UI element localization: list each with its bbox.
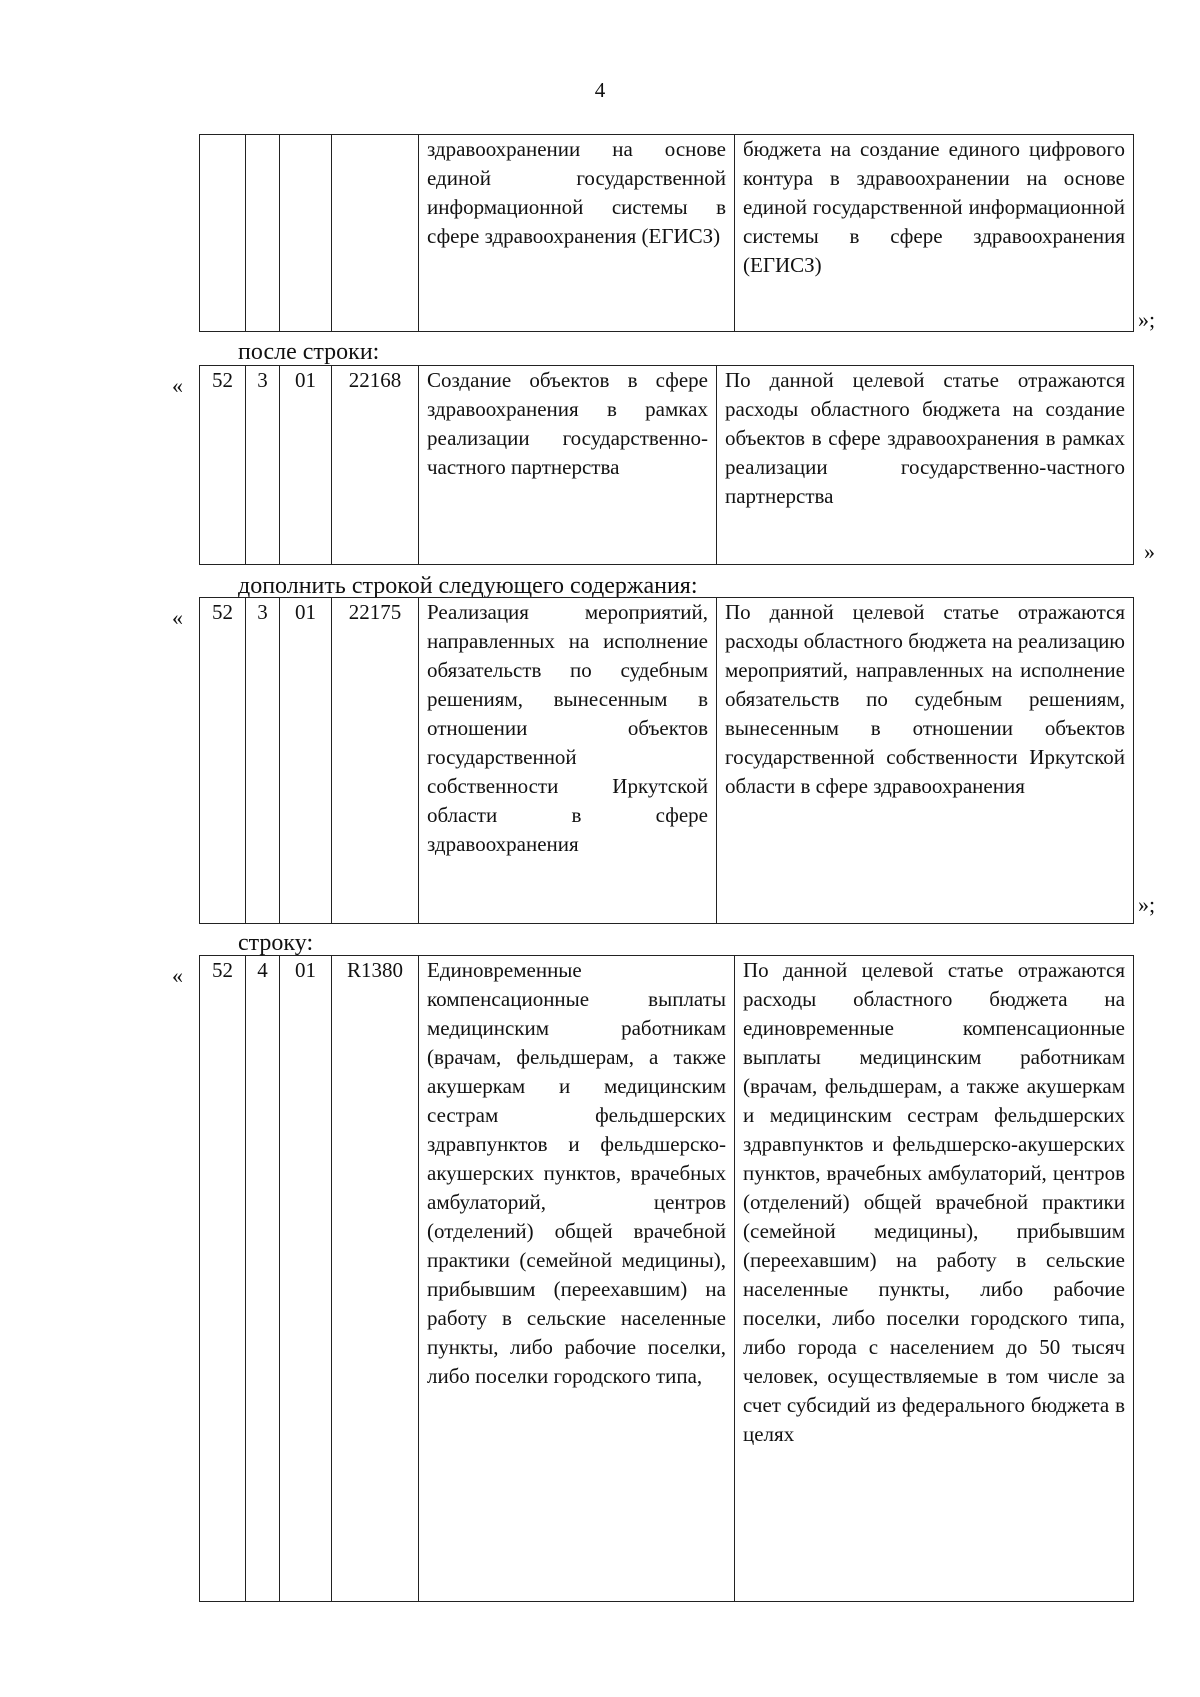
code-d-cell: R1380 [332,956,419,1602]
instruction-text: после строки: [238,339,380,365]
article-description-cell: бюджета на создание единого цифрового контура в здравоохранении на основе единой государственной информационной системы в сфере здравоохранения (ЕГИСЗ) [735,135,1134,332]
code-b-cell: 3 [246,366,280,565]
article-name-cell: Реализация мероприятий, направленных на исполнение обязательств по судебным решениям, вынесенным в отношении объектов государственной собственности Иркутской области в сфере здравоохранения [419,598,717,924]
budget-table-row-22175 [199,597,1134,924]
article-description-cell: По данной целевой статье отражаются расходы областного бюджета на реализацию мероприятий, направленных на исполнение обязательств по судебным решениям, вынесенным в отношении объектов государственной собственности Иркутской области в сфере здравоохранения [717,598,1134,924]
budget-table-row-22168 [199,365,1134,565]
close-quote: »; [1138,892,1156,917]
page-number: 4 [594,78,606,102]
code-d-cell: 22175 [332,598,419,924]
article-description-cell: По данной целевой статье отражаются расходы областного бюджета на единовременные компенсационные выплаты медицинским работникам (врачам, фельдшерам, а также акушеркам и медицинским сестрам фельдшерских здравпунктов и фельдшерско-акушерских пунктов, врачебных амбулаторий, центров (отделений) общей врачебной практики (семейной медицины), прибывшим (переехавшим) на работу в сельские населенные пункты, либо рабочие поселки, либо поселки городского типа, либо города с населением до 50 тысяч человек, осуществляемые в том числе за счет субсидий из федерального бюджета в целях [735,956,1134,1602]
code-c-cell: 01 [280,366,332,565]
table-row [200,366,1134,565]
budget-table-row-r1380 [199,955,1134,1602]
table-row [200,598,1134,924]
article-name-cell: Единовременные компенсационные выплаты медицинским работникам (врачам, фельдшерам, а также акушеркам и медицинским сестрам фельдшерских здравпунктов и фельдшерско-акушерских пунктов, врачебных амбулаторий, центров (отделений) общей врачебной практики (семейной медицины), прибывшим (переехавшим) на работу в сельские населенные пункты, либо рабочие поселки, либо поселки городского типа, [419,956,735,1602]
open-quote: « [172,605,183,630]
code-b-cell: 4 [246,956,280,1602]
open-quote: « [172,963,183,988]
open-quote: « [172,373,183,398]
budget-table-continuation [199,134,1134,332]
article-name-cell: Создание объектов в сфере здравоохранения в рамках реализации государственно-частного партнерства [419,366,717,565]
close-quote: » [1144,539,1155,564]
table-row [200,956,1134,1602]
code-a-cell [200,135,246,332]
close-quote: »; [1138,307,1156,332]
table-row [200,135,1134,332]
article-description-cell: По данной целевой статье отражаются расходы областного бюджета на создание объектов в сфере здравоохранения в рамках реализации государственно-частного партнерства [717,366,1134,565]
code-d-cell: 22168 [332,366,419,565]
code-b-cell: 3 [246,598,280,924]
code-a-cell: 52 [200,598,246,924]
article-name-cell: здравоохранении на основе единой государственной информационной системы в сфере здравоохранения (ЕГИСЗ) [419,135,735,332]
code-a-cell: 52 [200,956,246,1602]
instruction-text: дополнить строкой следующего содержания: [238,573,698,599]
code-c-cell [280,135,332,332]
instruction-text: строку: [238,930,314,956]
code-c-cell: 01 [280,598,332,924]
code-a-cell: 52 [200,366,246,565]
code-b-cell [246,135,280,332]
code-d-cell [332,135,419,332]
code-c-cell: 01 [280,956,332,1602]
